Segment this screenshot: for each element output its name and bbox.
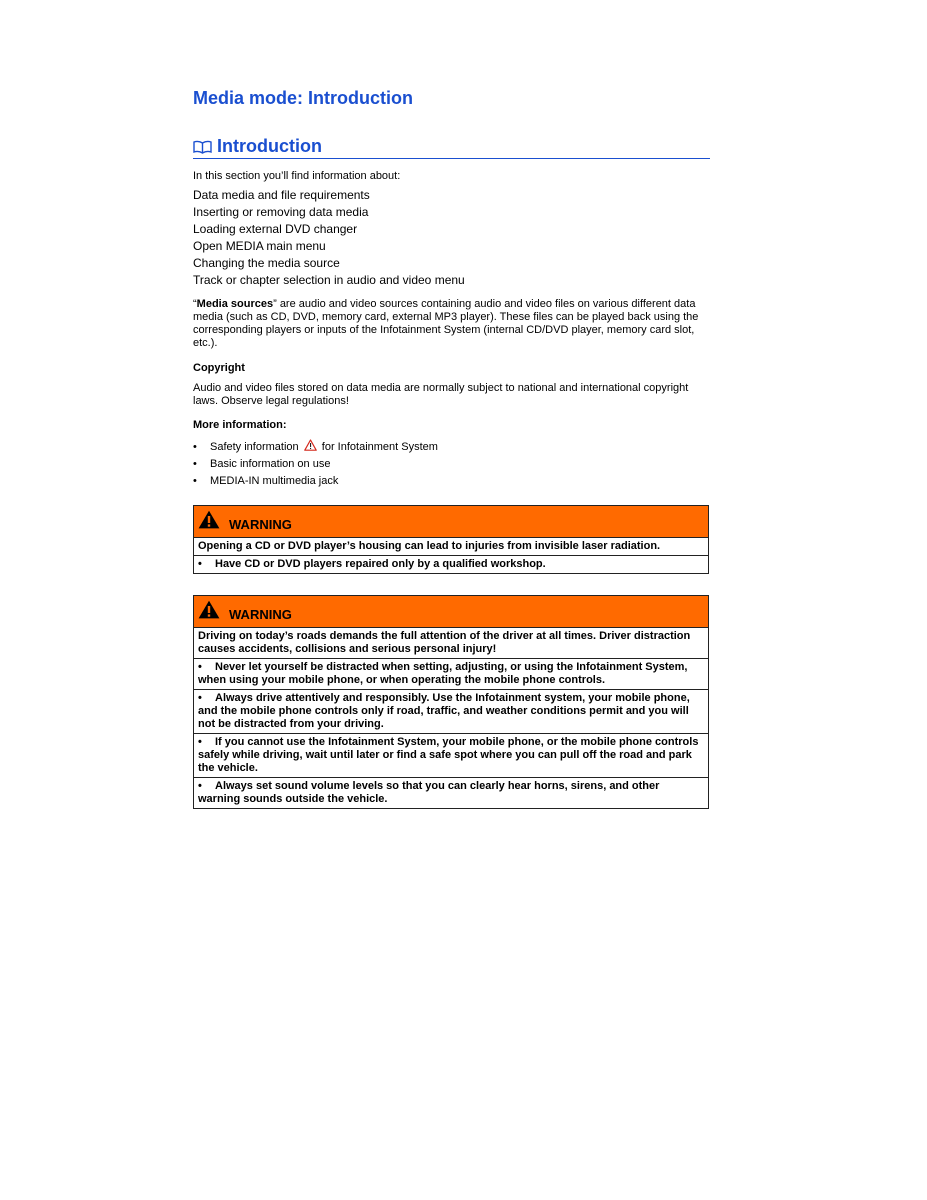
bullet-icon: • <box>198 736 202 748</box>
copyright-text: Audio and video files stored on data media are normally subject to national and international copyright laws. Observe legal regulations! <box>193 382 689 407</box>
open-book-icon <box>193 140 212 154</box>
more-info-list <box>193 439 438 490</box>
more-info-item-basic[interactable]: • Basic information on use <box>193 456 438 473</box>
topic-item[interactable]: Track or chapter selection in audio and video menu <box>193 273 465 287</box>
warning-bullet-text: If you cannot use the Infotainment System, your mobile phone, or the mobile phone controls safely while driving, wait until later or find a safe spot where you can pull off the road and park the vehicle. <box>198 736 699 774</box>
warning-bullet <box>194 659 708 690</box>
bullet-icon: • <box>198 780 202 792</box>
bullet-icon: • <box>198 692 202 704</box>
warning-bullet <box>194 778 708 808</box>
bullet-icon: • <box>198 661 202 673</box>
media-sources-term: Media sources <box>196 298 274 310</box>
more-info-item-media-in[interactable]: • MEDIA-IN multimedia jack <box>193 473 438 490</box>
warning-lead: Driving on today’s roads demands the full attention of the driver at all times. Driver distraction causes accidents, collisions and serious personal injury! <box>194 628 708 659</box>
warning-box-laser <box>193 505 709 574</box>
topic-list <box>193 187 465 289</box>
copyright-heading: Copyright <box>193 362 245 374</box>
page-title: Media mode: Introduction <box>193 88 413 108</box>
warning-bullet-text: Always set sound volume levels so that you can clearly hear horns, sirens, and other warning sounds outside the vehicle. <box>198 780 660 805</box>
section-heading <box>193 136 710 159</box>
topic-item[interactable]: Open MEDIA main menu <box>193 239 326 253</box>
warning-bullet-text: Never let yourself be distracted when setting, adjusting, or using the Infotainment System, when using your mobile phone, or when operating the mobile phone controls. <box>198 661 688 686</box>
warning-triangle-icon <box>304 439 317 451</box>
warning-bullet <box>194 556 708 573</box>
warning-bullet <box>194 690 708 734</box>
warning-label: WARNING <box>229 517 292 532</box>
warning-bullet-text: Have CD or DVD players repaired only by a qualified workshop. <box>215 558 546 570</box>
warning-box-distraction <box>193 595 709 809</box>
section-title: Introduction <box>217 136 322 156</box>
topic-item[interactable]: Changing the media source <box>193 256 340 270</box>
media-sources-paragraph <box>193 298 708 350</box>
bullet-icon: • <box>198 558 202 570</box>
more-info-item-text: for Infotainment System <box>321 441 438 453</box>
topic-item[interactable]: Inserting or removing data media <box>193 205 369 219</box>
more-info-item-text: Safety information <box>210 441 299 453</box>
warning-header <box>194 506 708 538</box>
warning-triangle-icon <box>198 510 220 529</box>
warning-label: WARNING <box>229 607 292 622</box>
topic-item[interactable]: Data media and file requirements <box>193 188 370 202</box>
more-info-item-safety[interactable] <box>193 439 438 456</box>
warning-bullet <box>194 734 708 778</box>
warning-bullet-text: Always drive attentively and responsibly. Use the Infotainment system, your mobile phone, and the mobile phone controls only if road, traffic, and weather conditions permit and you will not be distracted from your driving. <box>198 692 690 730</box>
warning-body <box>194 628 708 808</box>
warning-body <box>194 538 708 573</box>
media-sources-text: ” are audio and video sources containing audio and video files on various different data media (such as CD, DVD, memory card, external MP3 player). These files can be played back using the corresponding players or inputs of the Infotainment System (internal CD/DVD player, memory card slot, etc.). <box>193 298 699 349</box>
open-quote: “ <box>193 298 197 310</box>
intro-text: In this section you’ll find information about: <box>193 170 401 182</box>
topic-item[interactable]: Loading external DVD changer <box>193 222 358 236</box>
warning-header <box>194 596 708 628</box>
more-info-heading: More information: <box>193 419 287 431</box>
warning-triangle-icon <box>198 600 220 619</box>
warning-lead: Opening a CD or DVD player’s housing can lead to injuries from invisible laser radiation. <box>194 538 708 556</box>
